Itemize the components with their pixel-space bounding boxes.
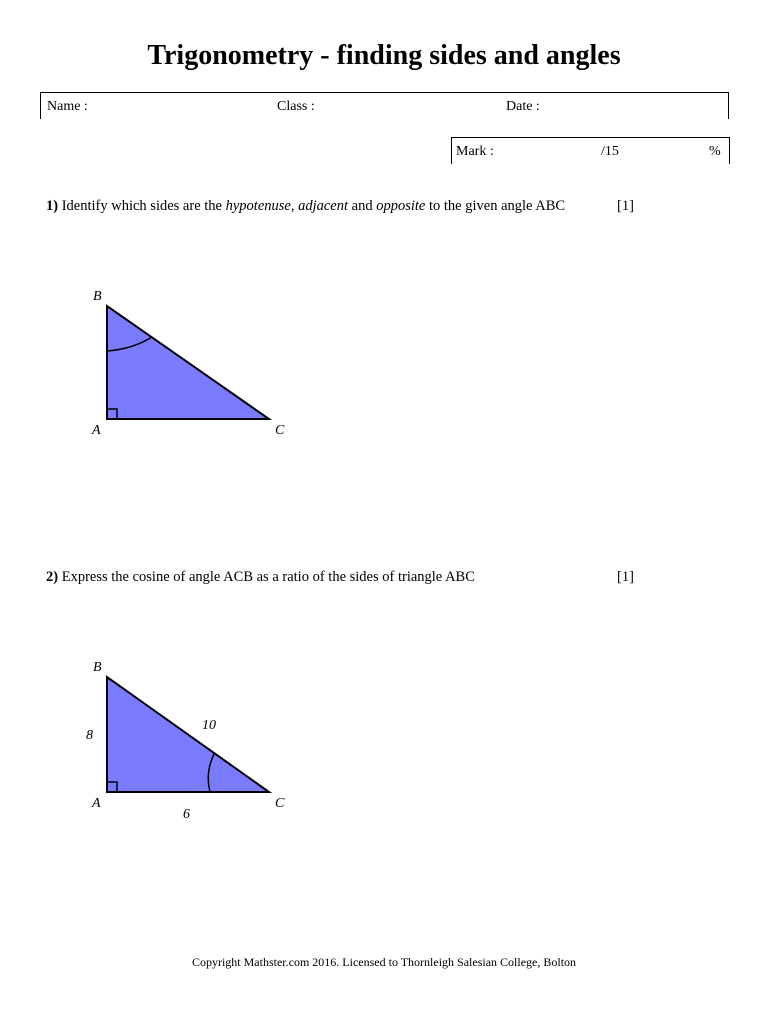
side-label-ac: 6 — [183, 807, 190, 822]
hypotenuse-term: hypotenuse — [225, 198, 291, 214]
vertex-label-c: C — [275, 796, 285, 811]
question-1-text-part: Identify which sides are the — [61, 198, 226, 214]
vertex-label-b: B — [93, 289, 102, 304]
vertex-label-a: A — [92, 423, 101, 438]
worksheet-title: Trigonometry - finding sides and angles — [147, 40, 621, 71]
triangle-2 — [86, 660, 285, 822]
triangle-1 — [91, 289, 285, 438]
question-2-marks: [1] — [617, 569, 634, 585]
question-1-text-part: , — [290, 198, 299, 214]
question-1-text-part: to the given angle ABC — [425, 198, 566, 214]
percent-sign: % — [709, 144, 721, 159]
vertex-label-b: B — [93, 660, 102, 675]
triangle-2-shape — [107, 677, 269, 792]
class-label: Class : — [277, 99, 315, 114]
triangle-1-shape — [107, 306, 269, 419]
date-label: Date : — [506, 99, 540, 114]
mark-label: Mark : — [456, 144, 494, 159]
question-2-body: Express the cosine of angle ACB as a ratio of the sides of triangle ABC — [61, 569, 475, 585]
name-label: Name : — [47, 99, 88, 114]
side-label-bc: 10 — [202, 718, 216, 733]
vertex-label-c: C — [275, 423, 285, 438]
question-2-number: 2) — [46, 569, 59, 585]
vertex-label-a: A — [92, 796, 101, 811]
copyright-footer: Copyright Mathster.com 2016. Licensed to Thornleigh Salesian College, Bolton — [191, 955, 577, 969]
question-1-marks: [1] — [617, 198, 634, 214]
opposite-term: opposite — [376, 198, 426, 214]
mark-total: /15 — [601, 144, 619, 159]
question-1-text-part: and — [348, 198, 377, 214]
question-2-text — [46, 569, 475, 586]
adjacent-term: adjacent — [298, 198, 349, 214]
question-1-number: 1) — [46, 198, 59, 214]
side-label-ab: 8 — [86, 728, 93, 743]
